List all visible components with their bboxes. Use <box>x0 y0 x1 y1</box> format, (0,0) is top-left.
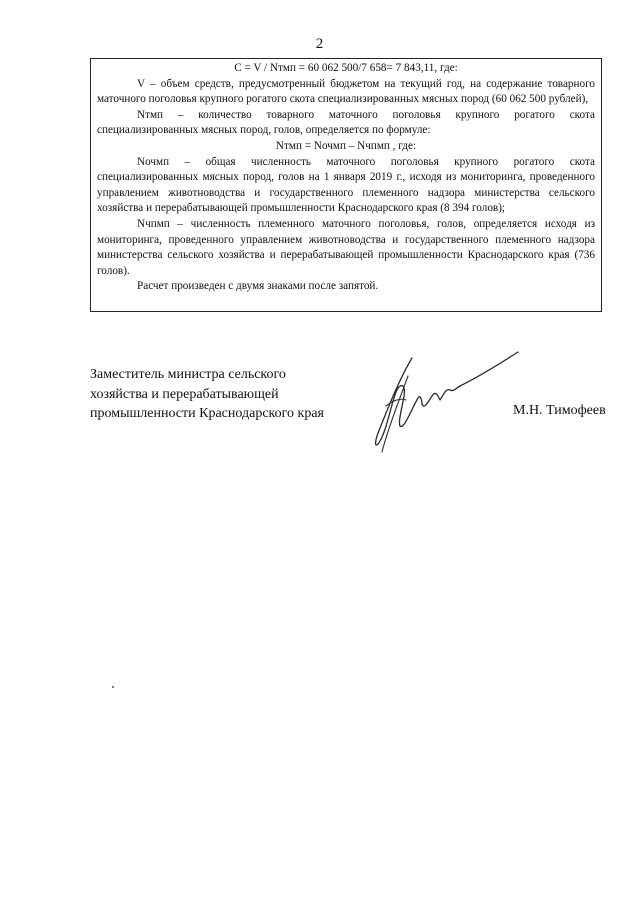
formula-main: C = V / Nтмп = 60 062 500/7 658= 7 843,11, где: <box>234 62 458 74</box>
signer-position-line-3: промышленности Краснодарского края <box>90 406 324 421</box>
nchpmp-definition: Nчпмп – численность племенного маточного поголовья, голов, определяется исходя из мониторинга, проведенного управлением животноводства и государственного племенного надзора министерства сельского хозяйства и перерабатывающей промышленности Краснодарского края (736 голов). <box>97 217 595 277</box>
scan-speck <box>112 686 114 688</box>
signer-position <box>90 365 324 424</box>
formula-box <box>90 58 602 312</box>
v-definition: V – объем средств, предусмотренный бюджетом на текущий год, на содержание товарного маточного поголовья крупного рогатого скота специализированных мясных пород (60 062 500 рублей), <box>97 77 595 106</box>
signer-position-line-2: хозяйства и перерабатывающей <box>90 386 279 402</box>
page-number: 2 <box>315 36 324 52</box>
formula-ntmp: Nтмп = Nочмп – Nчпмп , где: <box>275 139 417 152</box>
handwritten-signature <box>360 348 520 458</box>
calculation-note: Расчет произведен с двумя знаками после запятой. <box>137 280 379 293</box>
signer-name: М.Н. Тимофеев <box>513 403 606 418</box>
nochmp-definition: Nочмп – общая численность маточного поголовья крупного рогатого скота специализированных мясных пород, голов на 1 января 2019 г., исходя из мониторинга, проведенного управлением животноводства и государственного племенного надзора министерства сельского хозяйства и перерабатывающей промышленности Краснодарского края (8 394 голов); <box>97 155 595 215</box>
signer-position-line-1: Заместитель министра сельского <box>90 367 286 382</box>
ntmp-definition: Nтмп – количество товарного маточного поголовья крупного рогатого скота специализированных мясных пород, голов, определяется по формуле: <box>97 108 595 137</box>
